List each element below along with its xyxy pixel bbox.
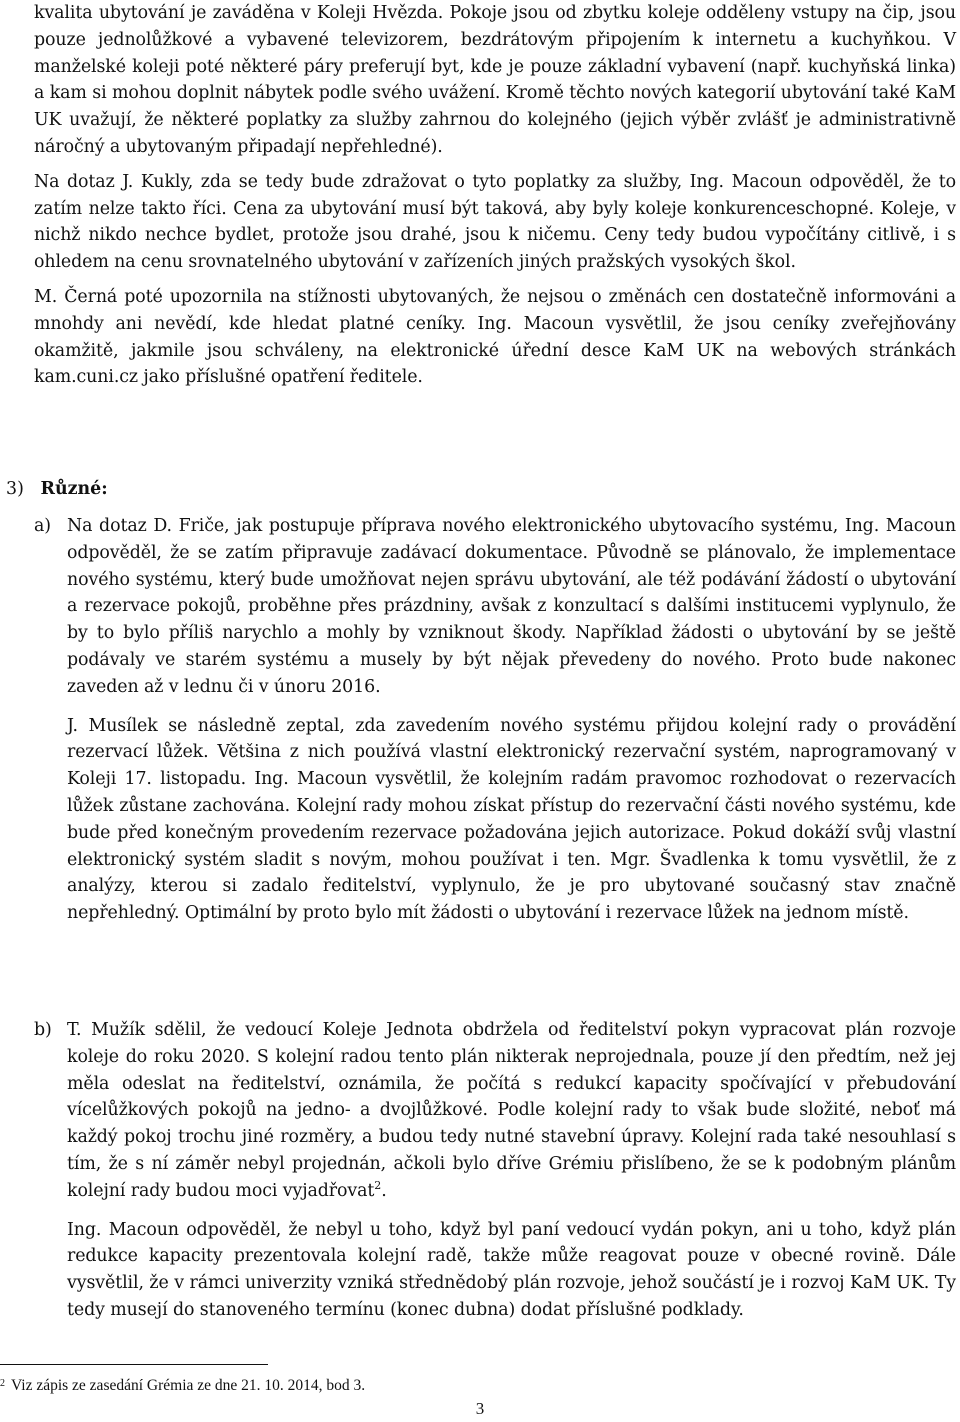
item-b-paragraph-2: Ing. Macoun odpověděl, že nebyl u toho, když byl paní vedoucí vydán pokyn, ani u toho, když plán redukce kapacity prezentovala kolejní radě, takže může reagovat pouze v obecné rovině. Dále vysvětlil, že v rámci univerzity vzniká střednědobý plán rozvoje, jehož součástí je i rozvoj KaM UK. Ty tedy musejí do stanoveného termínu (konec dubna) dodat příslušné podklady. — [67, 1219, 956, 1320]
footnote-text: Viz zápis ze zasedání Grémia ze dne 21. 10. 2014, bod 3. — [11, 1377, 366, 1394]
footnote-reference[interactable]: 2 — [374, 1178, 382, 1192]
section-number: 3) — [6, 479, 24, 499]
section-title: Různé: — [40, 479, 108, 499]
item-a-paragraph-2: J. Musílek se následně zeptal, zda zavedením nového systému přijdou kolejní rady o provádění rezervací lůžek. Většina z nich používá vlastní elektronický rezervační systém, naprogramovaný v Koleji 17. listopadu. Ing. Macoun vysvětlil, že kolejním radám pravomoc rozhodovat o rezervacích lůžek zůstane zachována. Kolejní rady mohou získat přístup do rezervační části nového systému, kde bude před konečným provedením rezervace požadována jejich autorizace. Pokud dokáží svůj vlastní elektronický systém sladit s novým, mohou používat i ten. Mgr. Švadlenka k tomu vysvětlil, že z analýzy, kterou si zadalo ředitelství, vyplynulo, že je pro ubytované současný stav značně nepřehledný. Optimální by proto bylo mít žádosti o ubytování i rezervace lůžek na jednom místě. — [67, 715, 956, 924]
intro-paragraph-3: M. Černá poté upozornila na stížnosti ubytovaných, že nejsou o změnách cen dostatečně informováni a mnohdy ani nevědí, kde hledat platné ceníky. Ing. Macoun vysvětlil, že jsou ceníky zveřejňovány okamžitě, jakmile jsou schváleny, na elektronické úřední desce KaM UK na webových stránkách kam.cuni.cz jako příslušné opatření ředitele. — [34, 286, 956, 388]
list-marker-a: a) — [34, 516, 51, 536]
footnote-number: 2 — [0, 1378, 5, 1389]
page-number: 3 — [475, 1399, 485, 1418]
item-b-paragraph-1-end: . — [381, 1180, 387, 1201]
list-marker-b: b) — [34, 1020, 52, 1040]
section-3-heading — [6, 476, 706, 503]
intro-paragraph-2: Na dotaz J. Kukly, zda se tedy bude zdražovat o tyto poplatky za služby, Ing. Macoun odpověděl, že to zatím nelze takto říci. Cena za ubytování musí být taková, aby byly koleje konkurenceschopné. Koleje, v nichž nikdo nechce bydlet, protože jsou drahé, jsou k ničemu. Ceny tedy budou vypočítány citlivě, i s ohledem na cenu srovnatelného ubytování v zařízeních jiných pražských vysokých škol. — [34, 171, 956, 273]
footnote-separator — [0, 1364, 268, 1365]
list-item-b-content — [67, 1017, 956, 1324]
intro-text-block — [34, 0, 956, 391]
intro-paragraph-1: kvalita ubytování je zaváděna v Koleji Hvězda. Pokoje jsou od zbytku koleje odděleny vstupy na čip, jsou pouze jednolůžkové a vybavené televizorem, bezdrátovým připojením k internetu a kuchyňkou. V manželské koleji poté některé páry preferují byt, kde je pouze základní vybavení (např. kuchyňská linka) a kam si mohou doplnit nábytek podle svého uvážení. Kromě těchto nových kategorií ubytování také KaM UK uvažují, že některé poplatky za služby zahrnou do kolejného (jejich výběr zvlášť je administrativně náročný a ubytovaným připadají nepřehledné). — [34, 3, 956, 157]
footnote — [0, 1376, 700, 1396]
item-b-paragraph-1 — [67, 1017, 956, 1205]
list-item-b — [34, 1017, 956, 1336]
item-a-paragraph-1: Na dotaz D. Friče, jak postupuje příprava nového elektronického ubytovacího systému, Ing. Macoun odpověděl, že se zatím připravuje zadávací dokumentace. Původně se plánovalo, že implementace nového systému, který bude umožňovat nejen správu ubytování, ale též podávání žádostí o ubytování a rezervace pokojů, proběhne přes prázdniny, avšak z konzultací s dalšími institucemi vyplynulo, že by to bylo příliš narychlo a mohly by vzniknout škody. Například žádosti o ubytování by se ještě podávaly ve starém systému a musely by být nějak převedeny do nového. Proto bude nakonec zaveden až v lednu či v únoru 2016. — [67, 516, 956, 697]
list-item-a-content — [67, 513, 956, 927]
item-b-paragraph-1-text: T. Mužík sdělil, že vedoucí Koleje Jednota obdržela od ředitelství pokyn vypracovat plán rozvoje koleje do roku 2020. S kolejní radou tento plán nikterak neprojednala, pouze jí den předtím, než jej měla odeslat na ředitelství, oznámila, že počítá s redukcí kapacity spočívající v přebudování vícelůžkových pokojů na jedno- a dvojlůžkové. Podle kolejní rady to však bude složité, neboť má každý pokoj trochu jiné rozměry, a budou tedy nutné stavební úpravy. Kolejní rada také nesouhlasí s tím, že s ní záměr nebyl projednán, ačkoli bylo dříve Grémiu přislíbeno, že se k podobným plánům kolejní rady budou moci vyjadřovat — [67, 1020, 956, 1201]
list-item-a — [34, 513, 956, 939]
